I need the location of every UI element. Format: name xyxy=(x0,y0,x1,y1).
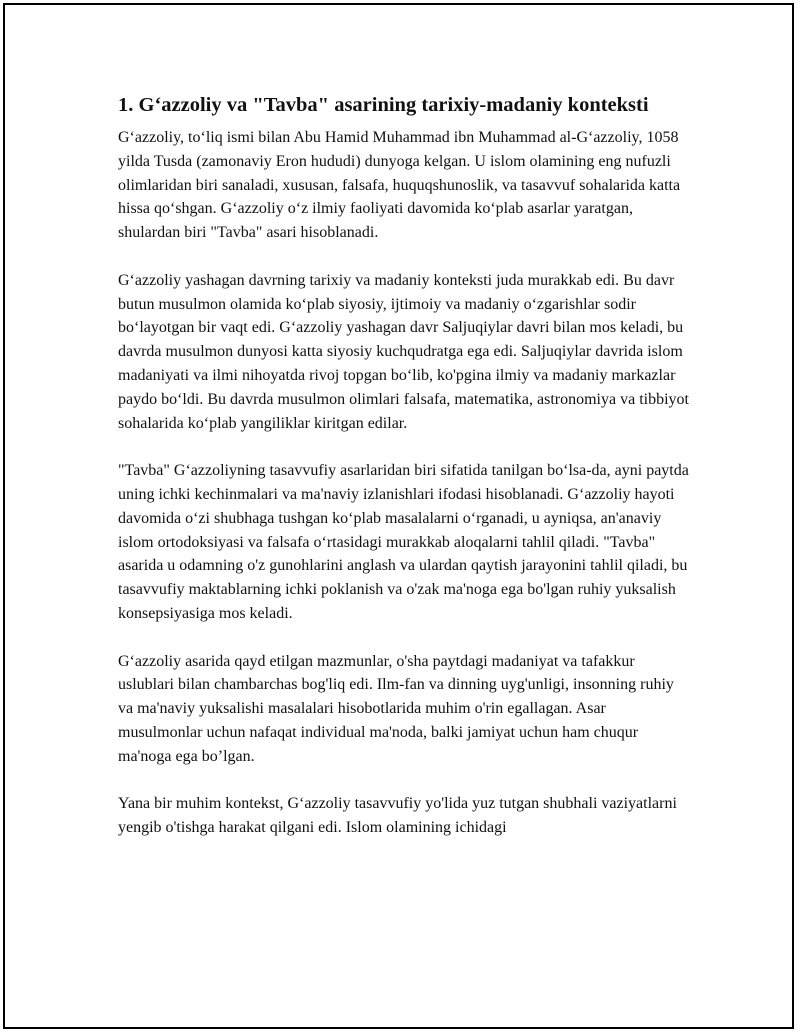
document-body xyxy=(118,92,690,864)
paragraph-3: "Tavba" G‘azzoliyning tasavvufiy asarlaridan biri sifatida tanilgan bo‘lsa-da, ayni paytda uning ichki kechinmalari va ma'naviy izlanishlari ifodasi hisoblanadi. G‘azzoliy hayoti davomida o‘zi shubhaga tushgan ko‘plab masalalarni o‘rganadi, u ayniqsa, an'anaviy islom ortodoksiyasi va falsafa o‘rtasidagi murakkab aloqalarni tahlil qiladi. "Tavba" asarida u odamning o'z gunohlarini anglash va ulardan qaytish jarayonini tahlil qiladi, bu tasavvufiy maktablarning ichki poklanish va o'zak ma'noga ega bo'lgan ruhiy yuksalish konsepsiyasiga mos keladi. xyxy=(118,462,689,622)
paragraph-2: G‘azzoliy yashagan davrning tarixiy va madaniy konteksti juda murakkab edi. Bu davr butun musulmon olamida ko‘plab siyosiy, ijtimoiy va madaniy o‘zgarishlar sodir bo‘layotgan bir vaqt edi. G‘azzoliy yashagan davr Saljuqiylar davri bilan mos keladi, bu davrda musulmon dunyosi katta siyosiy kuchqudratga ega edi. Saljuqiylar davrida islom madaniyati va ilmi nihoyatda rivoj topgan bo‘lib, ko'pgina ilmiy va madaniy markazlar paydo bo‘ldi. Bu davrda musulmon olimlari falsafa, matematika, astronomiya va tibbiyot sohalarida ko‘plab yangiliklar kiritgan edilar. xyxy=(118,271,689,432)
paragraph-4: G‘azzoliy asarida qayd etilgan mazmunlar, o'sha paytdagi madaniyat va tafakkur uslublari bilan chambarchas bog'liq edi. Ilm-fan va dinning uyg'unligi, insonning ruhiy va ma'naviy yuksalishi masalalari hisobotlarida muhim o'rin egallagan. Asar musulmonlar uchun nafaqat individual ma'noda, balki jamiyat uchun ham chuqur ma'noga ega bo’lgan. xyxy=(118,652,674,765)
paragraph-5: Yana bir muhim kontekst, G‘azzoliy tasavvufiy yo'lida yuz tutgan shubhali vaziyatlarni yengib o'tishga harakat qilgani edi. Islom olamining ichidagi xyxy=(118,795,677,837)
section-heading: 1. G‘azzoliy va "Tavba" asarining tarixiy-madaniy konteksti xyxy=(118,94,649,116)
paragraph-1: G‘azzoliy, to‘liq ismi bilan Abu Hamid Muhammad ibn Muhammad al-G‘azzoliy, 1058 yilda Tusda (zamonaviy Eron hududi) dunyoga kelgan. U islom olamining eng nufuzli olimlaridan biri sanaladi, xususan, falsafa, huquqshunoslik, va tasavvuf sohalarida katta hissa qo‘shgan. G‘azzoliy o‘z ilmiy faoliyati davomida ko‘plab asarlar yaratgan, shulardan biri "Tavba" asari hisoblanadi. xyxy=(118,129,681,242)
